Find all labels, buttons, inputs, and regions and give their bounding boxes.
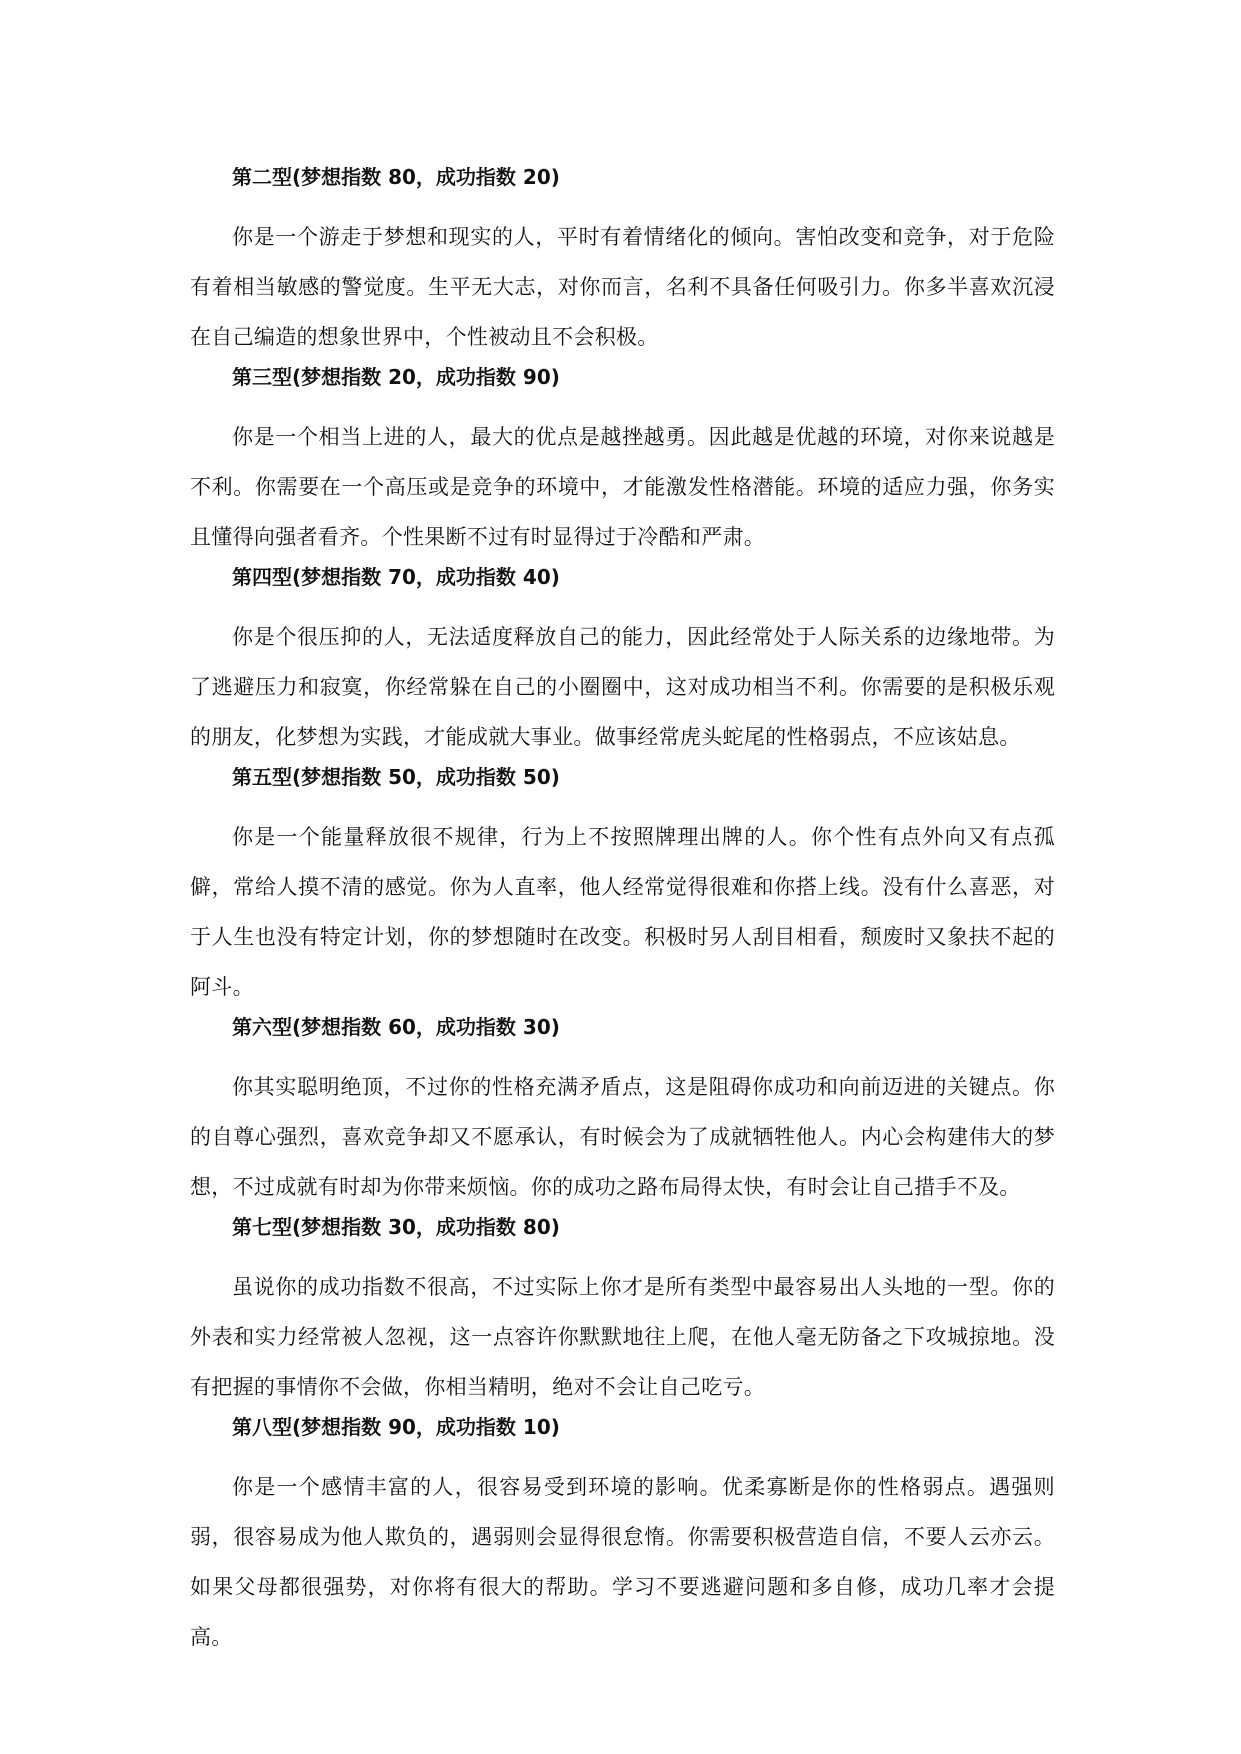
- document-page: [190, 162, 1055, 1662]
- section-type-8: [190, 1412, 1055, 1662]
- section-type-4: [190, 562, 1055, 762]
- section-heading: 第四型(梦想指数 70，成功指数 40): [232, 565, 560, 589]
- section-heading: 第五型(梦想指数 50，成功指数 50): [232, 765, 560, 789]
- section-heading: 第二型(梦想指数 80，成功指数 20): [232, 165, 560, 189]
- section-heading: 第七型(梦想指数 30，成功指数 80): [232, 1215, 560, 1239]
- section-body: 你是个很压抑的人，无法适度释放自己的能力，因此经常处于人际关系的边缘地带。为了逃避压力和寂寞，你经常躲在自己的小圈圈中，这对成功相当不利。你需要的是积极乐观的朋友，化梦想为实践，才能成就大事业。做事经常虎头蛇尾的性格弱点，不应该姑息。: [190, 625, 1055, 749]
- section-body: 你是一个能量释放很不规律，行为上不按照牌理出牌的人。你个性有点外向又有点孤僻，常给人摸不清的感觉。你为人直率，他人经常觉得很难和你搭上线。没有什么喜恶，对于人生也没有特定计划，你的梦想随时在改变。积极时另人刮目相看，颓废时又象扶不起的阿斗。: [190, 825, 1055, 999]
- section-body: 你是一个相当上进的人，最大的优点是越挫越勇。因此越是优越的环境，对你来说越是不利。你需要在一个高压或是竞争的环境中，才能激发性格潜能。环境的适应力强，你务实且懂得向强者看齐。个性果断不过有时显得过于冷酷和严肃。: [190, 425, 1055, 549]
- section-body: 你其实聪明绝顶，不过你的性格充满矛盾点，这是阻碍你成功和向前迈进的关键点。你的自尊心强烈，喜欢竞争却又不愿承认，有时候会为了成就牺牲他人。内心会构建伟大的梦想，不过成就有时却为你带来烦恼。你的成功之路布局得太快，有时会让自己措手不及。: [190, 1075, 1055, 1199]
- section-type-7: [190, 1212, 1055, 1412]
- section-body: 你是一个感情丰富的人，很容易受到环境的影响。优柔寡断是你的性格弱点。遇强则弱，很容易成为他人欺负的，遇弱则会显得很怠惰。你需要积极营造自信，不要人云亦云。如果父母都很强势，对你将有很大的帮助。学习不要逃避问题和多自修，成功几率才会提高。: [190, 1475, 1055, 1649]
- section-type-2: [190, 162, 1055, 362]
- section-heading: 第六型(梦想指数 60，成功指数 30): [232, 1015, 560, 1039]
- section-heading: 第三型(梦想指数 20，成功指数 90): [232, 365, 560, 389]
- section-heading: 第八型(梦想指数 90，成功指数 10): [232, 1415, 560, 1439]
- section-type-5: [190, 762, 1055, 1012]
- section-type-3: [190, 362, 1055, 562]
- section-type-6: [190, 1012, 1055, 1212]
- section-body: 虽说你的成功指数不很高，不过实际上你才是所有类型中最容易出人头地的一型。你的外表和实力经常被人忽视，这一点容许你默默地往上爬，在他人毫无防备之下攻城掠地。没有把握的事情你不会做，你相当精明，绝对不会让自己吃亏。: [190, 1275, 1055, 1399]
- section-body: 你是一个游走于梦想和现实的人，平时有着情绪化的倾向。害怕改变和竞争，对于危险有着相当敏感的警觉度。生平无大志，对你而言，名利不具备任何吸引力。你多半喜欢沉浸在自己编造的想象世界中，个性被动且不会积极。: [190, 225, 1055, 349]
